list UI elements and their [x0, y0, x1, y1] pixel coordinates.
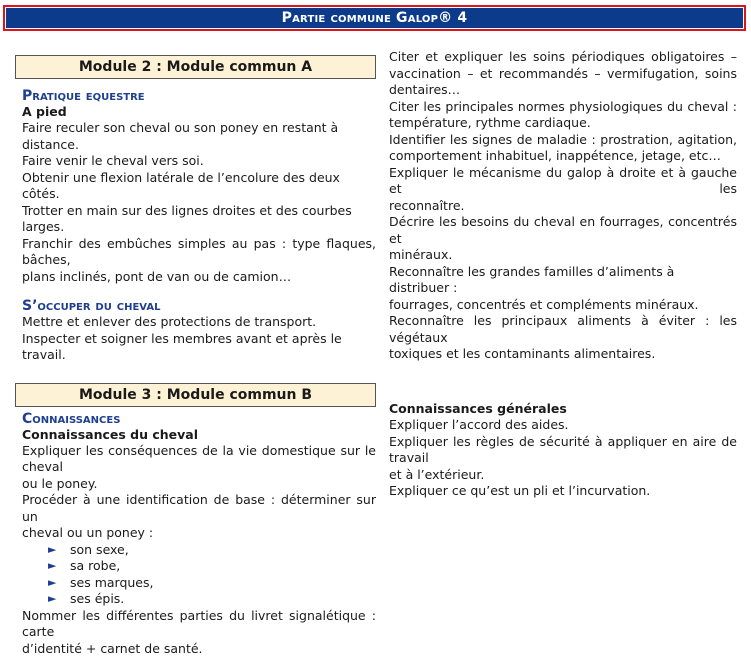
bullet-arrow-icon: ►: [48, 558, 56, 575]
list-item: [48, 558, 376, 575]
body-line: ou le poney.: [22, 476, 376, 493]
body-line: Expliquer ce qu’est un pli et l’incurvation.: [389, 483, 737, 500]
body-line: Expliquer le mécanisme du galop à droite et à gauche et les: [389, 165, 737, 198]
body-line: cheval ou un poney :: [22, 525, 376, 542]
body-line: dentaires…: [389, 82, 737, 99]
bullet-arrow-icon: ►: [48, 542, 56, 559]
body-line: Inspecter et soigner les membres avant et après le travail.: [22, 331, 376, 364]
body-line: Citer et expliquer les soins périodiques obligatoires –: [389, 49, 737, 66]
body-line: Mettre et enlever des protections de transport.: [22, 314, 376, 331]
title-text: Partie commune Galop: [282, 10, 439, 26]
body-line: plans inclinés, pont de van ou de camion…: [22, 269, 376, 286]
body-line: Reconnaître les principaux aliments à éviter : les végétaux: [389, 313, 737, 346]
body-line: toxiques et les contaminants alimentaires.: [389, 346, 737, 363]
body-line: et à l’extérieur.: [389, 467, 737, 484]
body-line: Expliquer les règles de sécurité à appliquer en aire de travail: [389, 434, 737, 467]
soccuper-heading: S’occuper du cheval: [22, 298, 376, 314]
connaissances-cheval-heading: Connaissances du cheval: [22, 427, 376, 443]
body-line: vaccination – et recommandés – vermifugation, soins: [389, 66, 737, 83]
body-line: Trotter en main sur des lignes droites et des courbes larges.: [22, 203, 376, 236]
right-column: [389, 49, 737, 500]
list-item-text: ses épis.: [70, 591, 124, 606]
module3-header: Module 3 : Module commun B: [15, 383, 376, 407]
pratique-equestre-heading: Pratique equestre: [22, 88, 376, 104]
body-line: Identifier les signes de maladie : prostration, agitation,: [389, 132, 737, 149]
body-line: comportement inhabituel, inappétence, jetage, etc…: [389, 148, 737, 165]
body-line: reconnaître.: [389, 198, 737, 215]
body-line: Faire reculer son cheval ou son poney en restant à distance.: [22, 120, 376, 153]
list-item-text: ses marques,: [70, 575, 153, 590]
body-line: Franchir des embûches simples au pas : type flaques, bâches,: [22, 236, 376, 269]
bullet-arrow-icon: ►: [48, 591, 56, 608]
body-line: Faire venir le cheval vers soi.: [22, 153, 376, 170]
module2-header: Module 2 : Module commun A: [15, 55, 376, 79]
body-line: température, rythme cardiaque.: [389, 115, 737, 132]
body-line: Reconnaître les grandes familles d’aliments à distribuer :: [389, 264, 737, 297]
body-line: d’identité + carnet de santé.: [22, 641, 376, 657]
left-column: [14, 55, 376, 657]
page-title: [5, 7, 744, 29]
title-banner: [3, 5, 746, 31]
body-line: Obtenir une flexion latérale de l’encolure des deux côtés.: [22, 170, 376, 203]
body-line: Procéder à une identification de base : déterminer sur un: [22, 492, 376, 525]
body-line: Expliquer les conséquences de la vie domestique sur le cheval: [22, 443, 376, 476]
body-line: Expliquer l’accord des aides.: [389, 417, 737, 434]
body-line: Citer les principales normes physiologiques du cheval :: [389, 99, 737, 116]
connaissances-heading: Connaissances: [22, 411, 376, 427]
list-item-text: son sexe,: [70, 542, 129, 557]
list-item: [48, 591, 376, 608]
body-line: fourrages, concentrés et compléments minéraux.: [389, 297, 737, 314]
body-line: Nommer les différentes parties du livret signalétique : carte: [22, 608, 376, 641]
body-line: minéraux.: [389, 247, 737, 264]
list-item-text: sa robe,: [70, 558, 120, 573]
title-suffix: ® 4: [438, 10, 467, 26]
connaissances-generales-heading: Connaissances générales: [389, 401, 737, 418]
body-line: Décrire les besoins du cheval en fourrages, concentrés et: [389, 214, 737, 247]
bullet-arrow-icon: ►: [48, 575, 56, 592]
a-pied-heading: A pied: [22, 104, 376, 120]
list-item: [48, 575, 376, 592]
